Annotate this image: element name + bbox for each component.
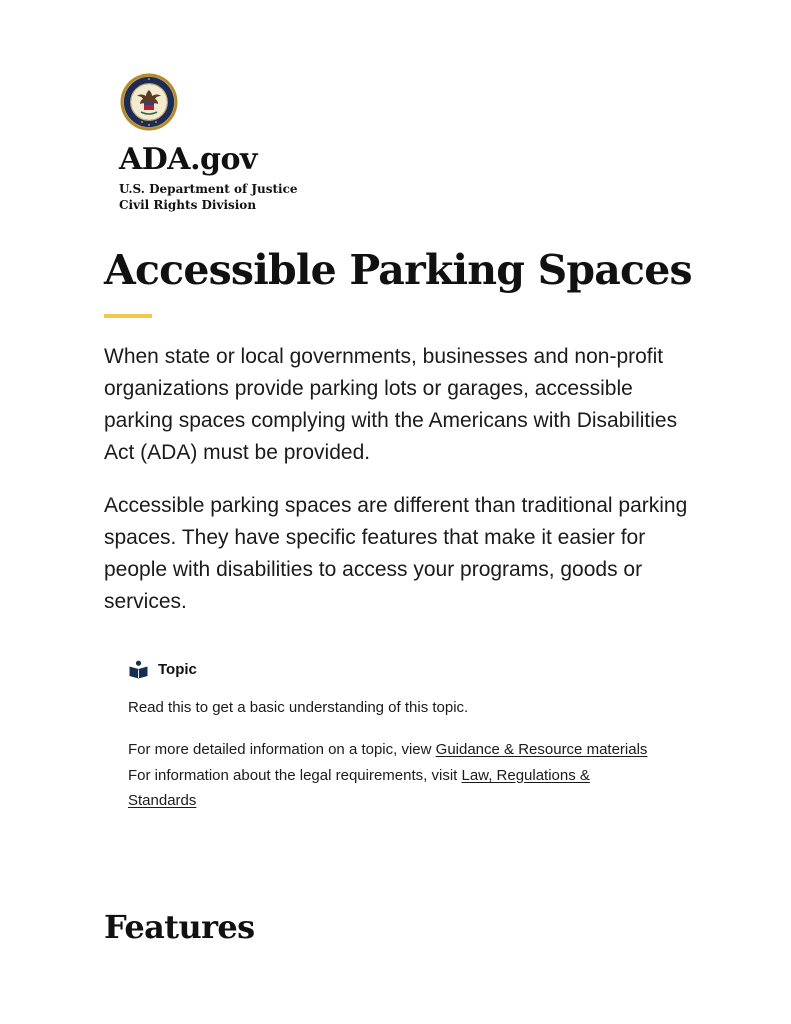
site-name-link[interactable]: ADA.gov <box>119 142 257 177</box>
page-title: Accessible Parking Spaces <box>104 246 692 294</box>
law-regulations-link[interactable]: Law, Regulations & Standards <box>128 766 590 809</box>
topic-info-box <box>128 656 668 809</box>
topic-description: Read this to get a basic understanding of this topic. <box>128 699 469 716</box>
intro-paragraph-2: Accessible parking spaces are different than traditional parking spaces. They have specific features that make it easier for people with disabilities to access your programs, goods or services. <box>104 494 688 613</box>
agency-division: Civil Rights Division <box>119 198 257 212</box>
guidance-resources-link[interactable]: Guidance & Resource materials <box>435 741 648 758</box>
intro-paragraph-1: When state or local governments, businesses and non-profit organizations provide parking lots or garages, accessible parking spaces complying with the Americans with Disabilities Act (ADA) must be provided. <box>104 345 678 464</box>
topic-header <box>128 656 668 682</box>
law-prefix-text: For information about the legal requirements, visit <box>128 766 462 784</box>
topic-label: Topic <box>158 660 197 678</box>
agency-department: U.S. Department of Justice <box>119 182 298 196</box>
reader-book-icon <box>129 660 148 679</box>
title-accent-rule <box>104 314 152 318</box>
topic-links <box>128 737 648 814</box>
agency-name <box>119 181 298 213</box>
features-section-title: Features <box>104 908 255 946</box>
guidance-prefix-text: For more detailed information on a topic, view <box>128 741 436 758</box>
doj-seal-graphic <box>120 73 178 131</box>
doj-seal-icon[interactable] <box>120 73 178 131</box>
